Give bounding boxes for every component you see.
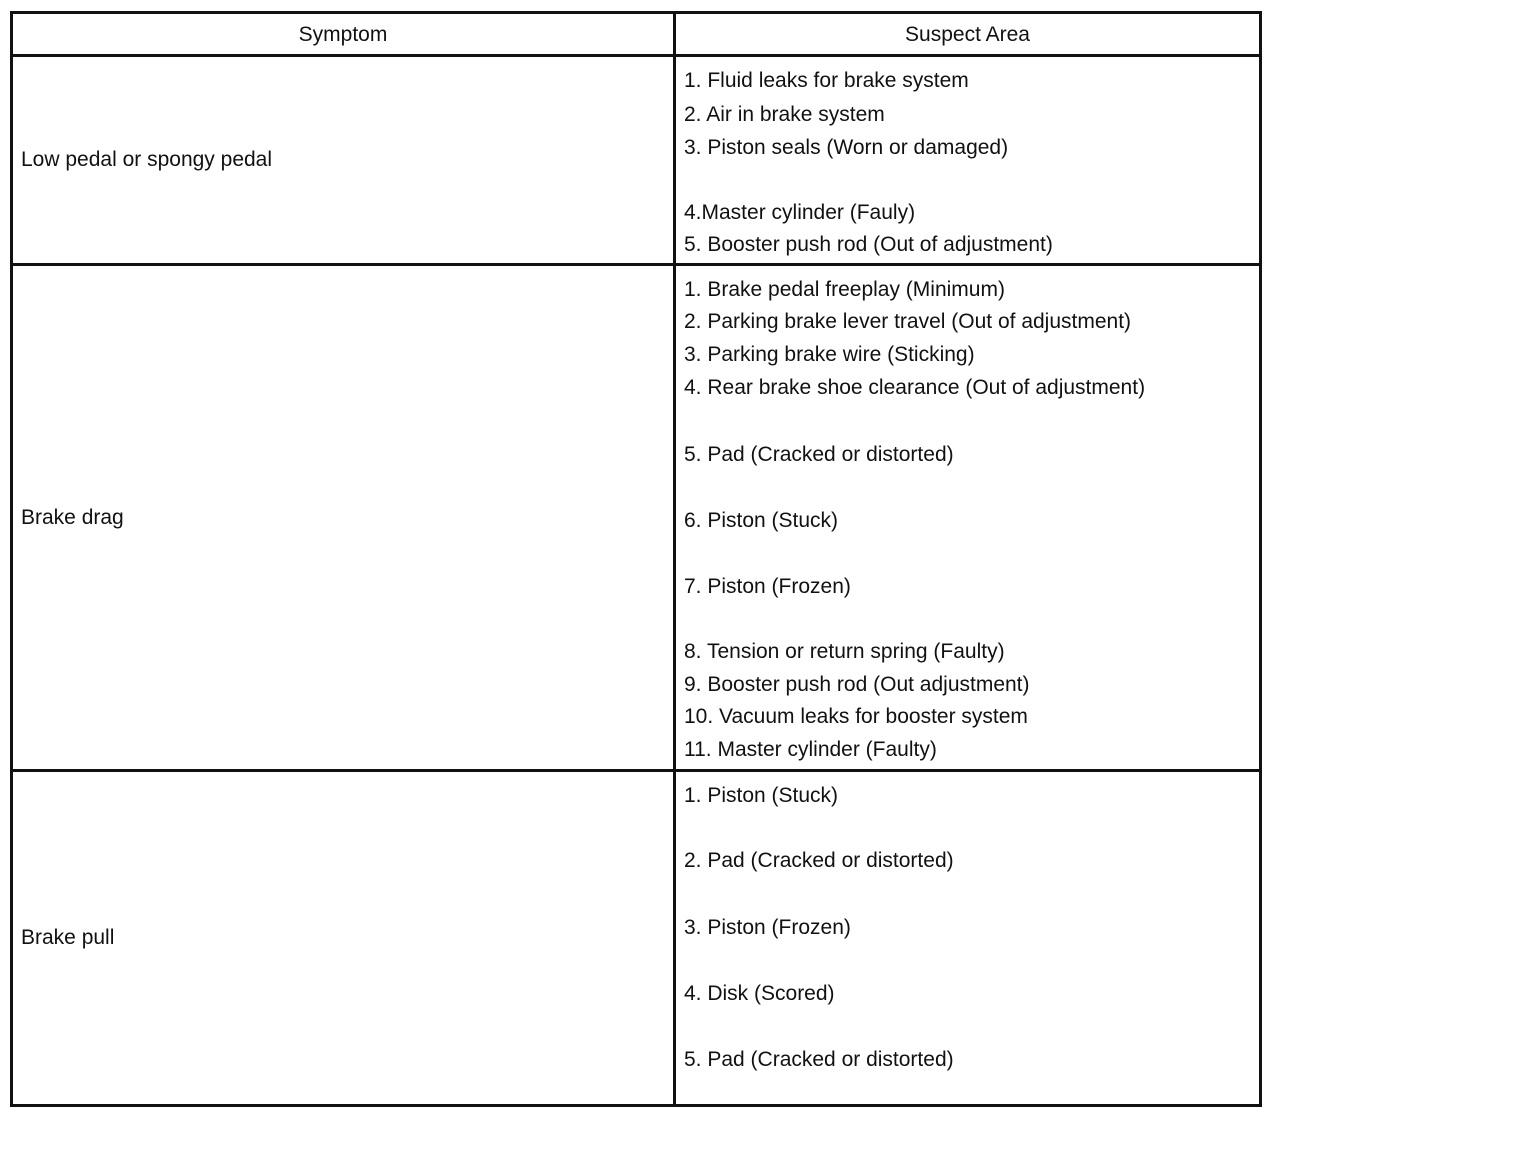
suspect-item: 3. Piston (Frozen): [684, 916, 851, 939]
suspect-item: 5. Pad (Cracked or distorted): [684, 443, 954, 466]
suspect-item: 2. Air in brake system: [684, 103, 885, 126]
troubleshooting-table: [10, 11, 1262, 1107]
suspect-item: 3. Parking brake wire (Sticking): [684, 343, 975, 366]
symptom-cell: [13, 57, 673, 263]
suspect-item: 7. Piston (Frozen): [684, 575, 851, 598]
suspect-item: 1. Fluid leaks for brake system: [684, 69, 969, 92]
header-suspect-area-label: Suspect Area: [905, 23, 1030, 46]
suspect-item: 8. Tension or return spring (Faulty): [684, 640, 1005, 663]
symptom-brake-pull: Brake pull: [21, 926, 115, 949]
suspect-item: 6. Piston (Stuck): [684, 509, 839, 532]
suspect-cell: [676, 266, 1259, 769]
suspect-item: 11. Master cylinder (Faulty): [684, 738, 937, 761]
suspect-item: 4. Disk (Scored): [684, 982, 835, 1005]
symptom-cell: [13, 772, 673, 1104]
suspect-item: 2. Parking brake lever travel (Out of adjustment): [684, 310, 1132, 333]
suspect-item: 4. Rear brake shoe clearance (Out of adjustment): [684, 376, 1146, 399]
suspect-item: 5. Pad (Cracked or distorted): [684, 1048, 954, 1071]
symptom-brake-drag: Brake drag: [21, 505, 124, 529]
suspect-item: 2. Pad (Cracked or distorted): [684, 849, 954, 872]
suspect-item: 1. Piston (Stuck): [684, 784, 839, 807]
header-symptom: [13, 14, 673, 56]
suspect-item: 10. Vacuum leaks for booster system: [684, 705, 1028, 728]
symptom-low-pedal: Low pedal or spongy pedal: [21, 148, 273, 171]
suspect-item: 1. Brake pedal freeplay (Minimum): [684, 278, 1005, 301]
suspect-item: 4.Master cylinder (Fauly): [684, 201, 916, 224]
suspect-item: 5. Booster push rod (Out of adjustment): [684, 233, 1053, 256]
header-suspect-area: [676, 14, 1259, 56]
suspect-cell: [676, 57, 1259, 263]
symptom-cell: [13, 266, 673, 769]
suspect-cell: [676, 772, 1259, 1104]
header-symptom-label: Symptom: [298, 23, 388, 46]
suspect-item: 9. Booster push rod (Out adjustment): [684, 673, 1030, 696]
suspect-item: 3. Piston seals (Worn or damaged): [684, 136, 1009, 159]
